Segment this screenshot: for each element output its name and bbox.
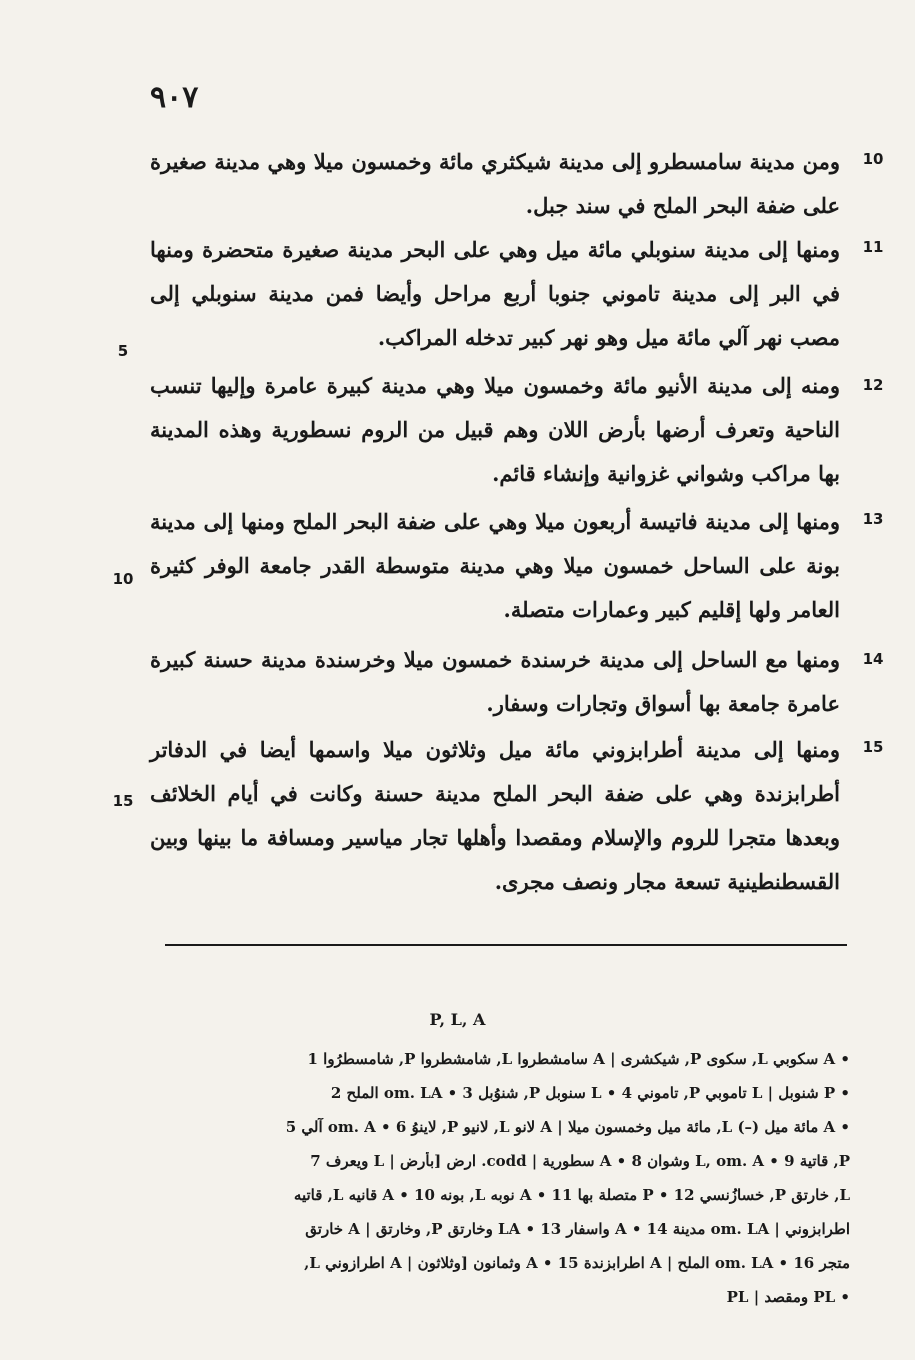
apparatus-sigla: P, L, A bbox=[429, 1010, 486, 1029]
apparatus-line: L, خارتق P, خسازُنسي 12 • P متصلة بها 11 • A نوبه L, بونه 10 • A قانيه L, قاتيه bbox=[293, 1186, 850, 1204]
paragraph-text: ومن مدينة سامسطرو إلى مدينة شيكثري مائة وخمسون ميلا وهي مدينة صغيرة على ضفة البحر الملح في سند جبل. bbox=[150, 149, 840, 218]
apparatus-line: • A مائة ميل (–) L, مائة ميل وخمسون ميلا | A لانو L, لانيو P, لاينوُ 6 • om. A آلي 5 bbox=[285, 1118, 850, 1136]
apparatus-line: متجر 16 • om. LA الملح | A اطرابزندة 15 • A وثمانون [وثلاثون | A اطرازوني L, bbox=[304, 1254, 850, 1272]
paragraph-text: ومنها إلى مدينة فاتيسة أربعون ميلا وهي على ضفة البحر الملح ومنها إلى مدينة بونة على الساحل خمسون ميلا وهي مدينة متوسطة القدر جامعة الوفر كثيرة العامر ولها إقليم كبير وعمارات متصلة. bbox=[150, 509, 840, 622]
paragraph-number: 15 bbox=[862, 738, 884, 756]
footnote-divider bbox=[165, 944, 847, 946]
apparatus-line: • A سكوبي L, سكوى P, شيكشرى | A سامشطروا L, شامشطروا P, شامسطرُوا 1 bbox=[307, 1050, 850, 1068]
apparatus-line: • PL ومقصد | PL bbox=[726, 1288, 850, 1306]
apparatus-line: اطرابزوني | om. LA مدينة 14 • A واسفار 13 • LA وخارتق P, وخارتق | A خارتق bbox=[305, 1220, 850, 1238]
line-number-margin: 5 bbox=[117, 342, 129, 360]
paragraph-text: ومنها إلى مدينة أطرابزوني مائة ميل وثلاثون ميلا واسمها أيضا في الدفاتر أطرابزندة وهي على ضفة البحر الملح مدينة حسنة وكانت في أيام الخلائف وبعدها متجرا للروم والإسلام ومقصدا وأهلها تجار مياسير ومسافة ما بينها وبين القسطنطينية تسعة مجار ونصف مجرى. bbox=[150, 737, 840, 894]
paragraph-number: 12 bbox=[862, 376, 884, 394]
paragraph-number: 10 bbox=[862, 150, 884, 168]
line-number-margin: 10 bbox=[112, 570, 134, 588]
paragraph-number: 11 bbox=[862, 238, 884, 256]
line-number-margin: 15 bbox=[112, 792, 134, 810]
paragraph-text: ومنها إلى مدينة سنوبلي مائة ميل وهي على البحر مدينة صغيرة متحضرة ومنها في البر إلى مدينة تاموني جنوبا أربع مراحل وأيضا فمن مدينة سنوبلي إلى مصب نهر آلي مائة ميل وهو نهر كبير تدخله المراكب. bbox=[150, 237, 840, 350]
apparatus-line: • P شنوبل | L تاموبي P, تاموني 4 • L سنوبل P, شنوُبل 3 • om. LA الملح 2 bbox=[330, 1084, 850, 1102]
paragraph-number: 14 bbox=[862, 650, 884, 668]
page-number: ٩٠٧ bbox=[150, 80, 199, 115]
paragraph-number: 13 bbox=[862, 510, 884, 528]
paragraph-text: ومنها مع الساحل إلى مدينة خرسندة خمسون ميلا وخرسندة مدينة حسنة كبيرة عامرة جامعة بها أسواق وتجارات وسفار. bbox=[150, 647, 840, 716]
apparatus-line: P, قاتية 9 • L, om. A وشوان 8 • A سطورية | codd. ارض [بأرض | L ويعرف 7 bbox=[310, 1152, 850, 1170]
paragraph-text: ومنه إلى مدينة الأنيو مائة وخمسون ميلا وهي مدينة كبيرة عامرة وإليها تنسب الناحية وتعرف أرضها بأرض اللان وهم قبيل من الروم نسطورية وهذه المدينة بها مراكب وشواني غزوانية وإنشاء قائم. bbox=[150, 373, 840, 486]
